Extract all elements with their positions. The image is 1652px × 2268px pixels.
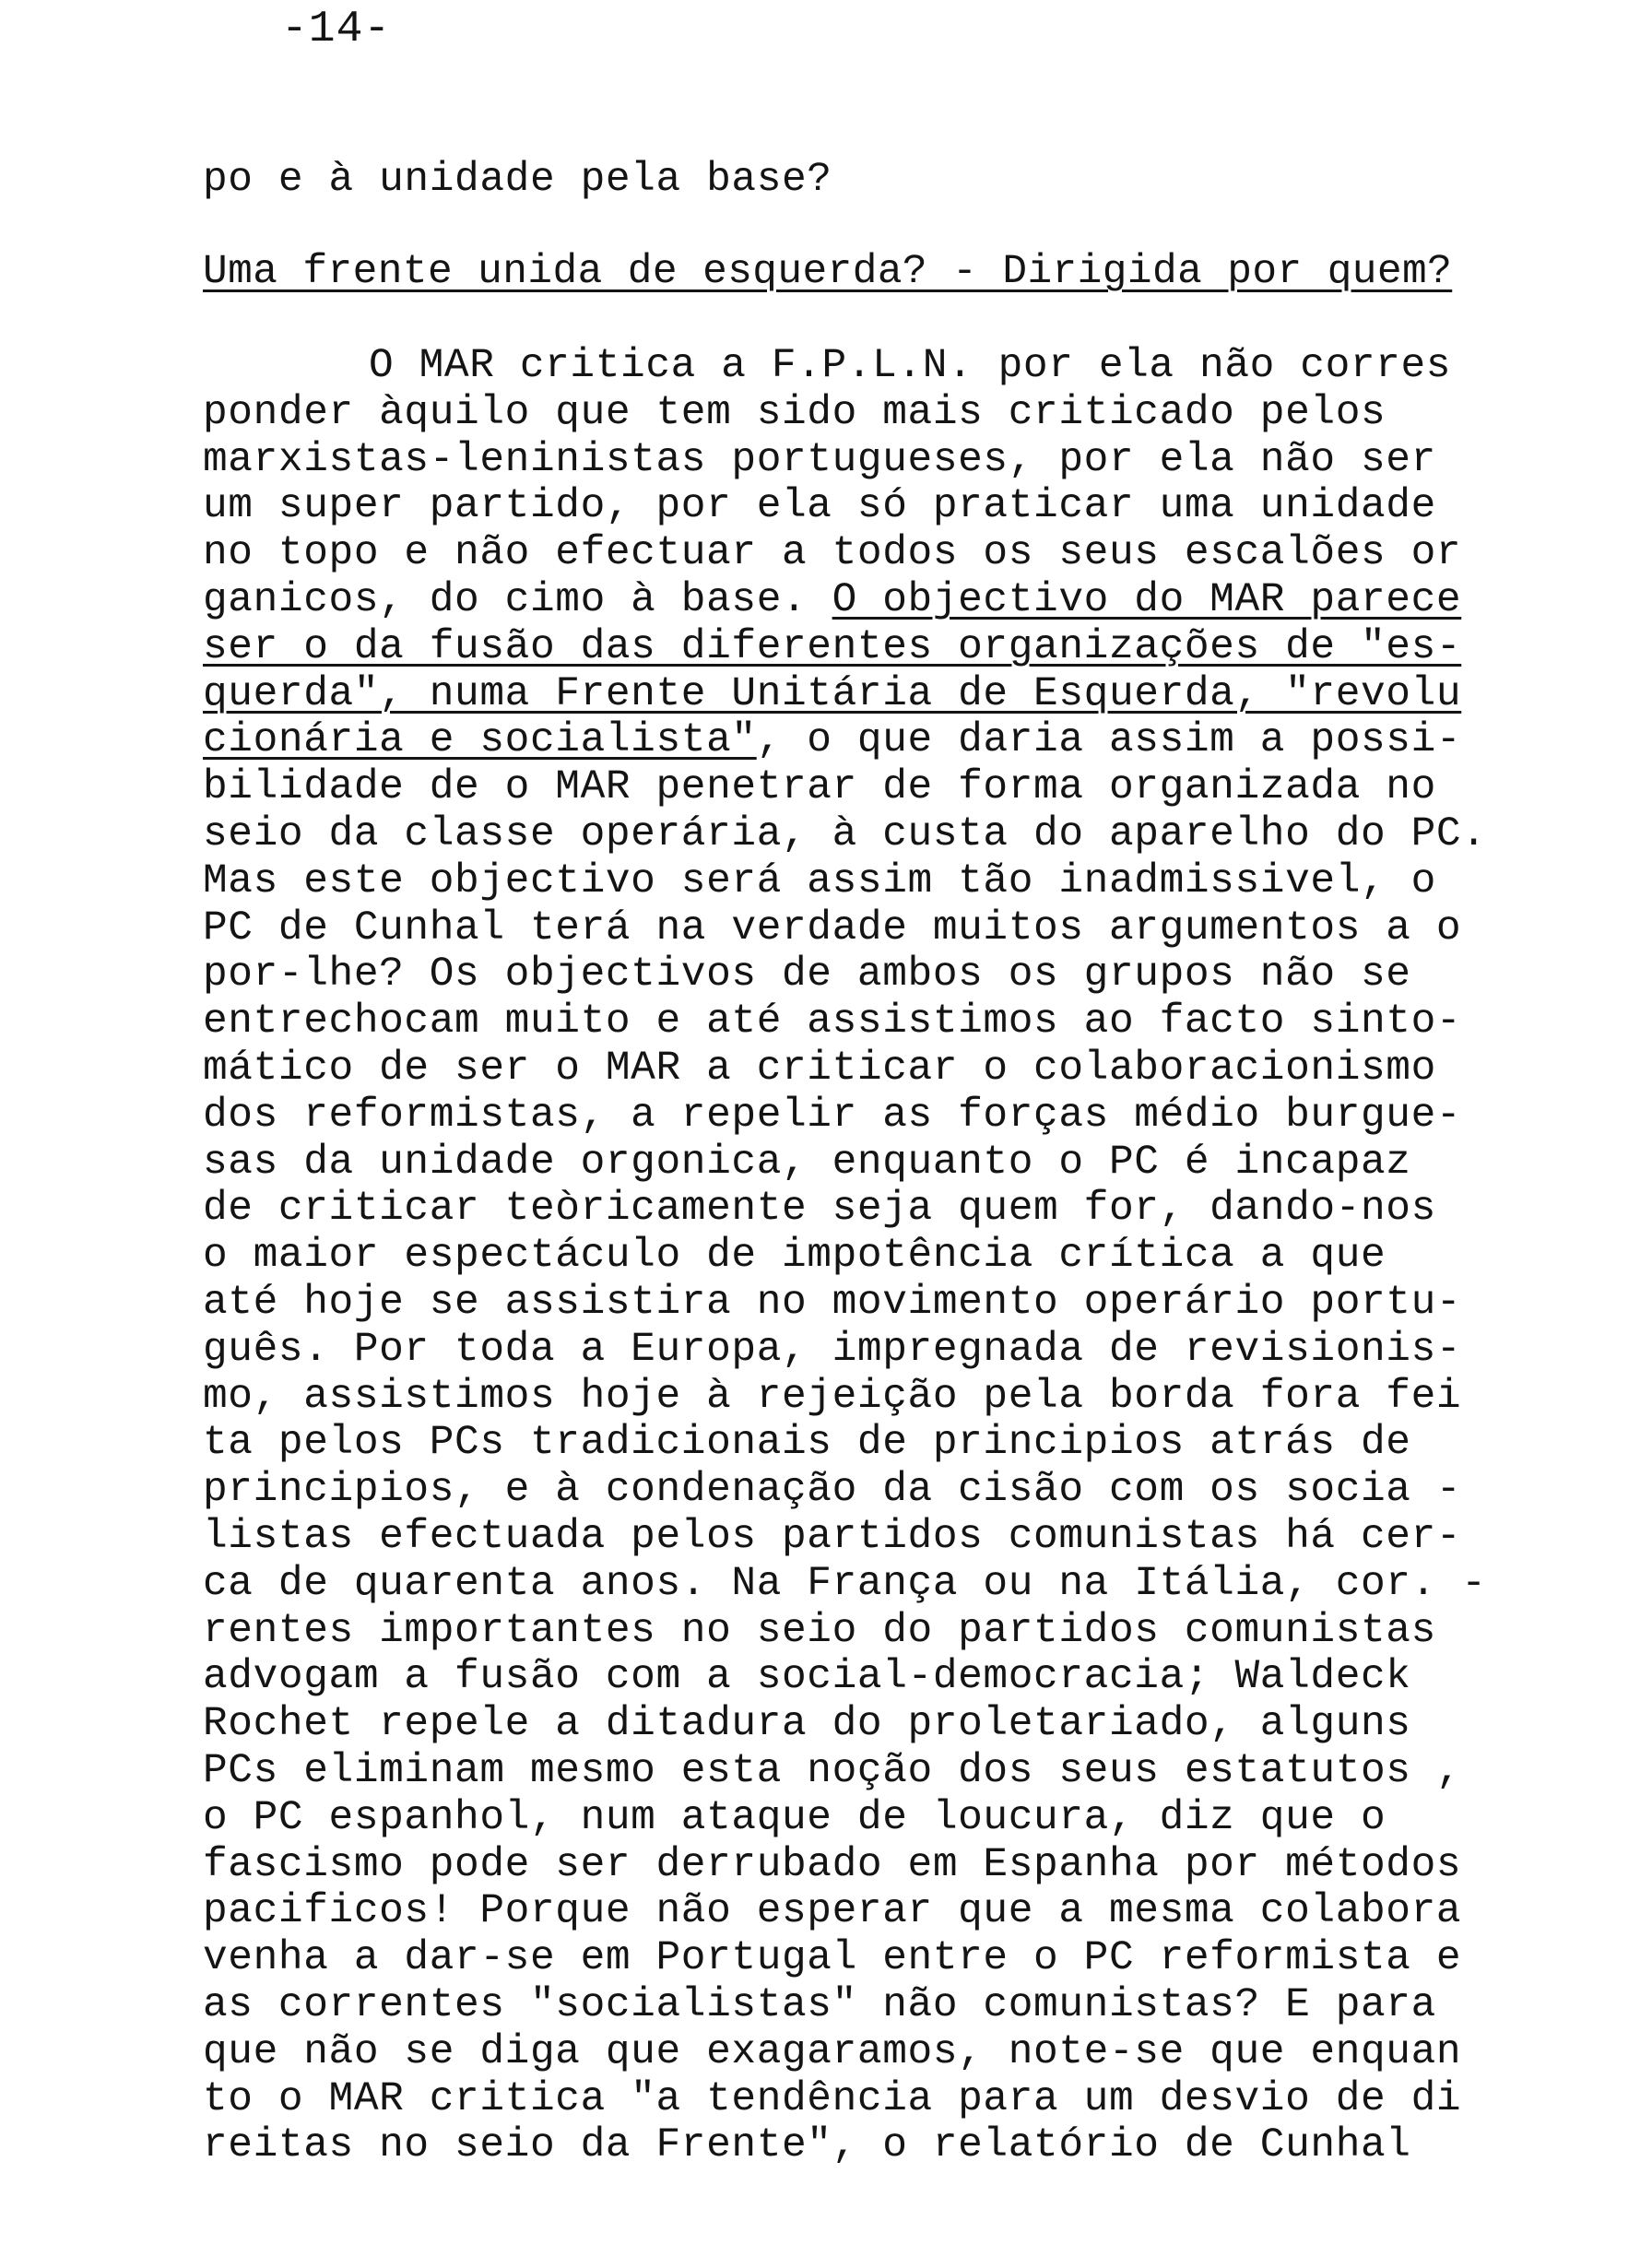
text-line (203, 1233, 1386, 1279)
line-text: ganicos, do cimo à base. (203, 577, 832, 623)
text-line (203, 1748, 1461, 1794)
text-line (203, 764, 1436, 810)
line-text: entrechocam muito e até assistimos ao facto sinto- (203, 998, 1462, 1045)
line-text: rentes importantes no seio do partidos comunistas (203, 1607, 1436, 1654)
text-line (203, 858, 1436, 904)
line-text: que não se diga que exagaramos, note-se que enquan (203, 2028, 1462, 2075)
line-text: até hoje se assistira no movimento operário portu- (203, 1280, 1462, 1326)
line-text: mo, assistimos hoje à rejeição pela borda fora fei (203, 1373, 1462, 1420)
line-text: listas efectuada pelos partidos comunistas há cer- (203, 1514, 1462, 1560)
text-line (203, 390, 1386, 436)
line-text: as correntes "socialistas" não comunistas? E para (203, 1982, 1436, 2028)
page-number: -14- (281, 5, 392, 54)
text-line (203, 1420, 1411, 1466)
text-line (203, 1140, 1411, 1186)
section-heading: Uma frente unida de esquerda? - Dirigida por quem? (203, 249, 1453, 295)
text-line (203, 811, 1487, 857)
line-text: marxistas-leninistas portugueses, por ela não ser (203, 436, 1436, 483)
underlined-text: O objectivo do MAR parece (832, 577, 1462, 623)
text-line (203, 530, 1461, 576)
underlined-text: ser o da fusão das diferentes organizações de "es- (203, 623, 1462, 670)
text-line (203, 1935, 1461, 1981)
text-line (203, 437, 1436, 483)
line-text: ta pelos PCs tradicionais de principios atrás de (203, 1420, 1411, 1467)
line-text: pacificos! Porque não esperar que a mesma colabora (203, 1888, 1462, 1935)
text-line (203, 905, 1461, 951)
text-line (203, 1654, 1411, 1700)
text-line (203, 951, 1411, 998)
text-line (203, 1701, 1411, 1747)
line-text: bilidade de o MAR penetrar de forma organizada no (203, 764, 1436, 811)
text-line (203, 1888, 1461, 1934)
text-line (203, 1608, 1436, 1654)
line-text: dos reformistas, a repelir as forças médio burgue- (203, 1092, 1462, 1139)
text-line (203, 1093, 1461, 1139)
text-line (203, 2029, 1461, 2075)
line-text: PC de Cunhal terá na verdade muitos argumentos a o (203, 904, 1462, 951)
text-line (203, 1561, 1487, 1607)
text-line (203, 624, 1461, 670)
line-text: no topo e não efectuar a todos os seus escalões or (203, 530, 1462, 577)
line-text: advogam a fusão com a social-democracia; Waldeck (203, 1654, 1411, 1701)
line-text: o PC espanhol, num ataque de loucura, diz que o (203, 1794, 1386, 1841)
text-line (203, 577, 1461, 623)
line-text: um super partido, por ela só praticar uma unidade (203, 483, 1436, 530)
line-text: por-lhe? Os objectivos de ambos os grupos não se (203, 951, 1411, 998)
first-line: po e à unidade pela base? (203, 157, 832, 203)
line-text: reitas no seio da Frente", o relatório de Cunhal (203, 2122, 1411, 2169)
line-text: ponder àquilo que tem sido mais criticado pelos (203, 389, 1386, 436)
text-line (203, 1514, 1461, 1560)
line-text: fascismo pode ser derrubado em Espanha por métodos (203, 1841, 1462, 1888)
text-line (203, 998, 1461, 1045)
line-text: venha a dar-se em Portugal entre o PC reformista e (203, 1935, 1462, 1982)
line-text: guês. Por toda a Europa, impregnada de revisionis- (203, 1326, 1462, 1373)
text-line (203, 2122, 1411, 2168)
line-text: PCs eliminam mesmo esta noção dos seus estatutos , (203, 1748, 1462, 1794)
text-line (203, 1982, 1436, 2028)
text-line (203, 1374, 1461, 1420)
line-text: Rochet repele a ditadura do proletariado, alguns (203, 1701, 1411, 1748)
line-text: Mas este objectivo será assim tão inadmissivel, o (203, 857, 1436, 904)
line-text: mático de ser o MAR a criticar o colaboracionismo (203, 1045, 1436, 1092)
text-line (203, 2076, 1461, 2122)
line-text: seio da classe operária, à custa do aparelho do PC. (203, 811, 1487, 857)
text-line (203, 483, 1436, 529)
line-text: O MAR critica a F.P.L.N. por ela não corres (369, 343, 1452, 389)
line-text: de criticar teòricamente seja quem for, dando-nos (203, 1186, 1436, 1233)
text-line (203, 717, 1461, 763)
text-line (203, 1045, 1436, 1092)
line-text: ca de quarenta anos. Na França ou na Itália, cor. - (203, 1560, 1487, 1607)
line-text: principios, e à condenação da cisão com os socia - (203, 1467, 1462, 1514)
line-text: sas da unidade orgonica, enquanto o PC é incapaz (203, 1139, 1411, 1186)
line-text: to o MAR critica "a tendência para um desvio de di (203, 2075, 1462, 2122)
underlined-text: querda", numa Frente Unitária de Esquerda, "revolu (203, 670, 1462, 717)
line-text: o maior espectáculo de impotência crítica a que (203, 1233, 1386, 1280)
underlined-text: cionária e socialista" (203, 717, 757, 764)
text-line (203, 1280, 1461, 1326)
text-line (203, 671, 1461, 717)
text-line (203, 1467, 1461, 1513)
text-line (369, 343, 1451, 389)
text-line (203, 1186, 1436, 1232)
text-line (203, 1327, 1461, 1373)
line-text: , o que daria assim a possi- (756, 717, 1462, 764)
text-line (203, 1795, 1386, 1841)
text-line (203, 1842, 1461, 1888)
